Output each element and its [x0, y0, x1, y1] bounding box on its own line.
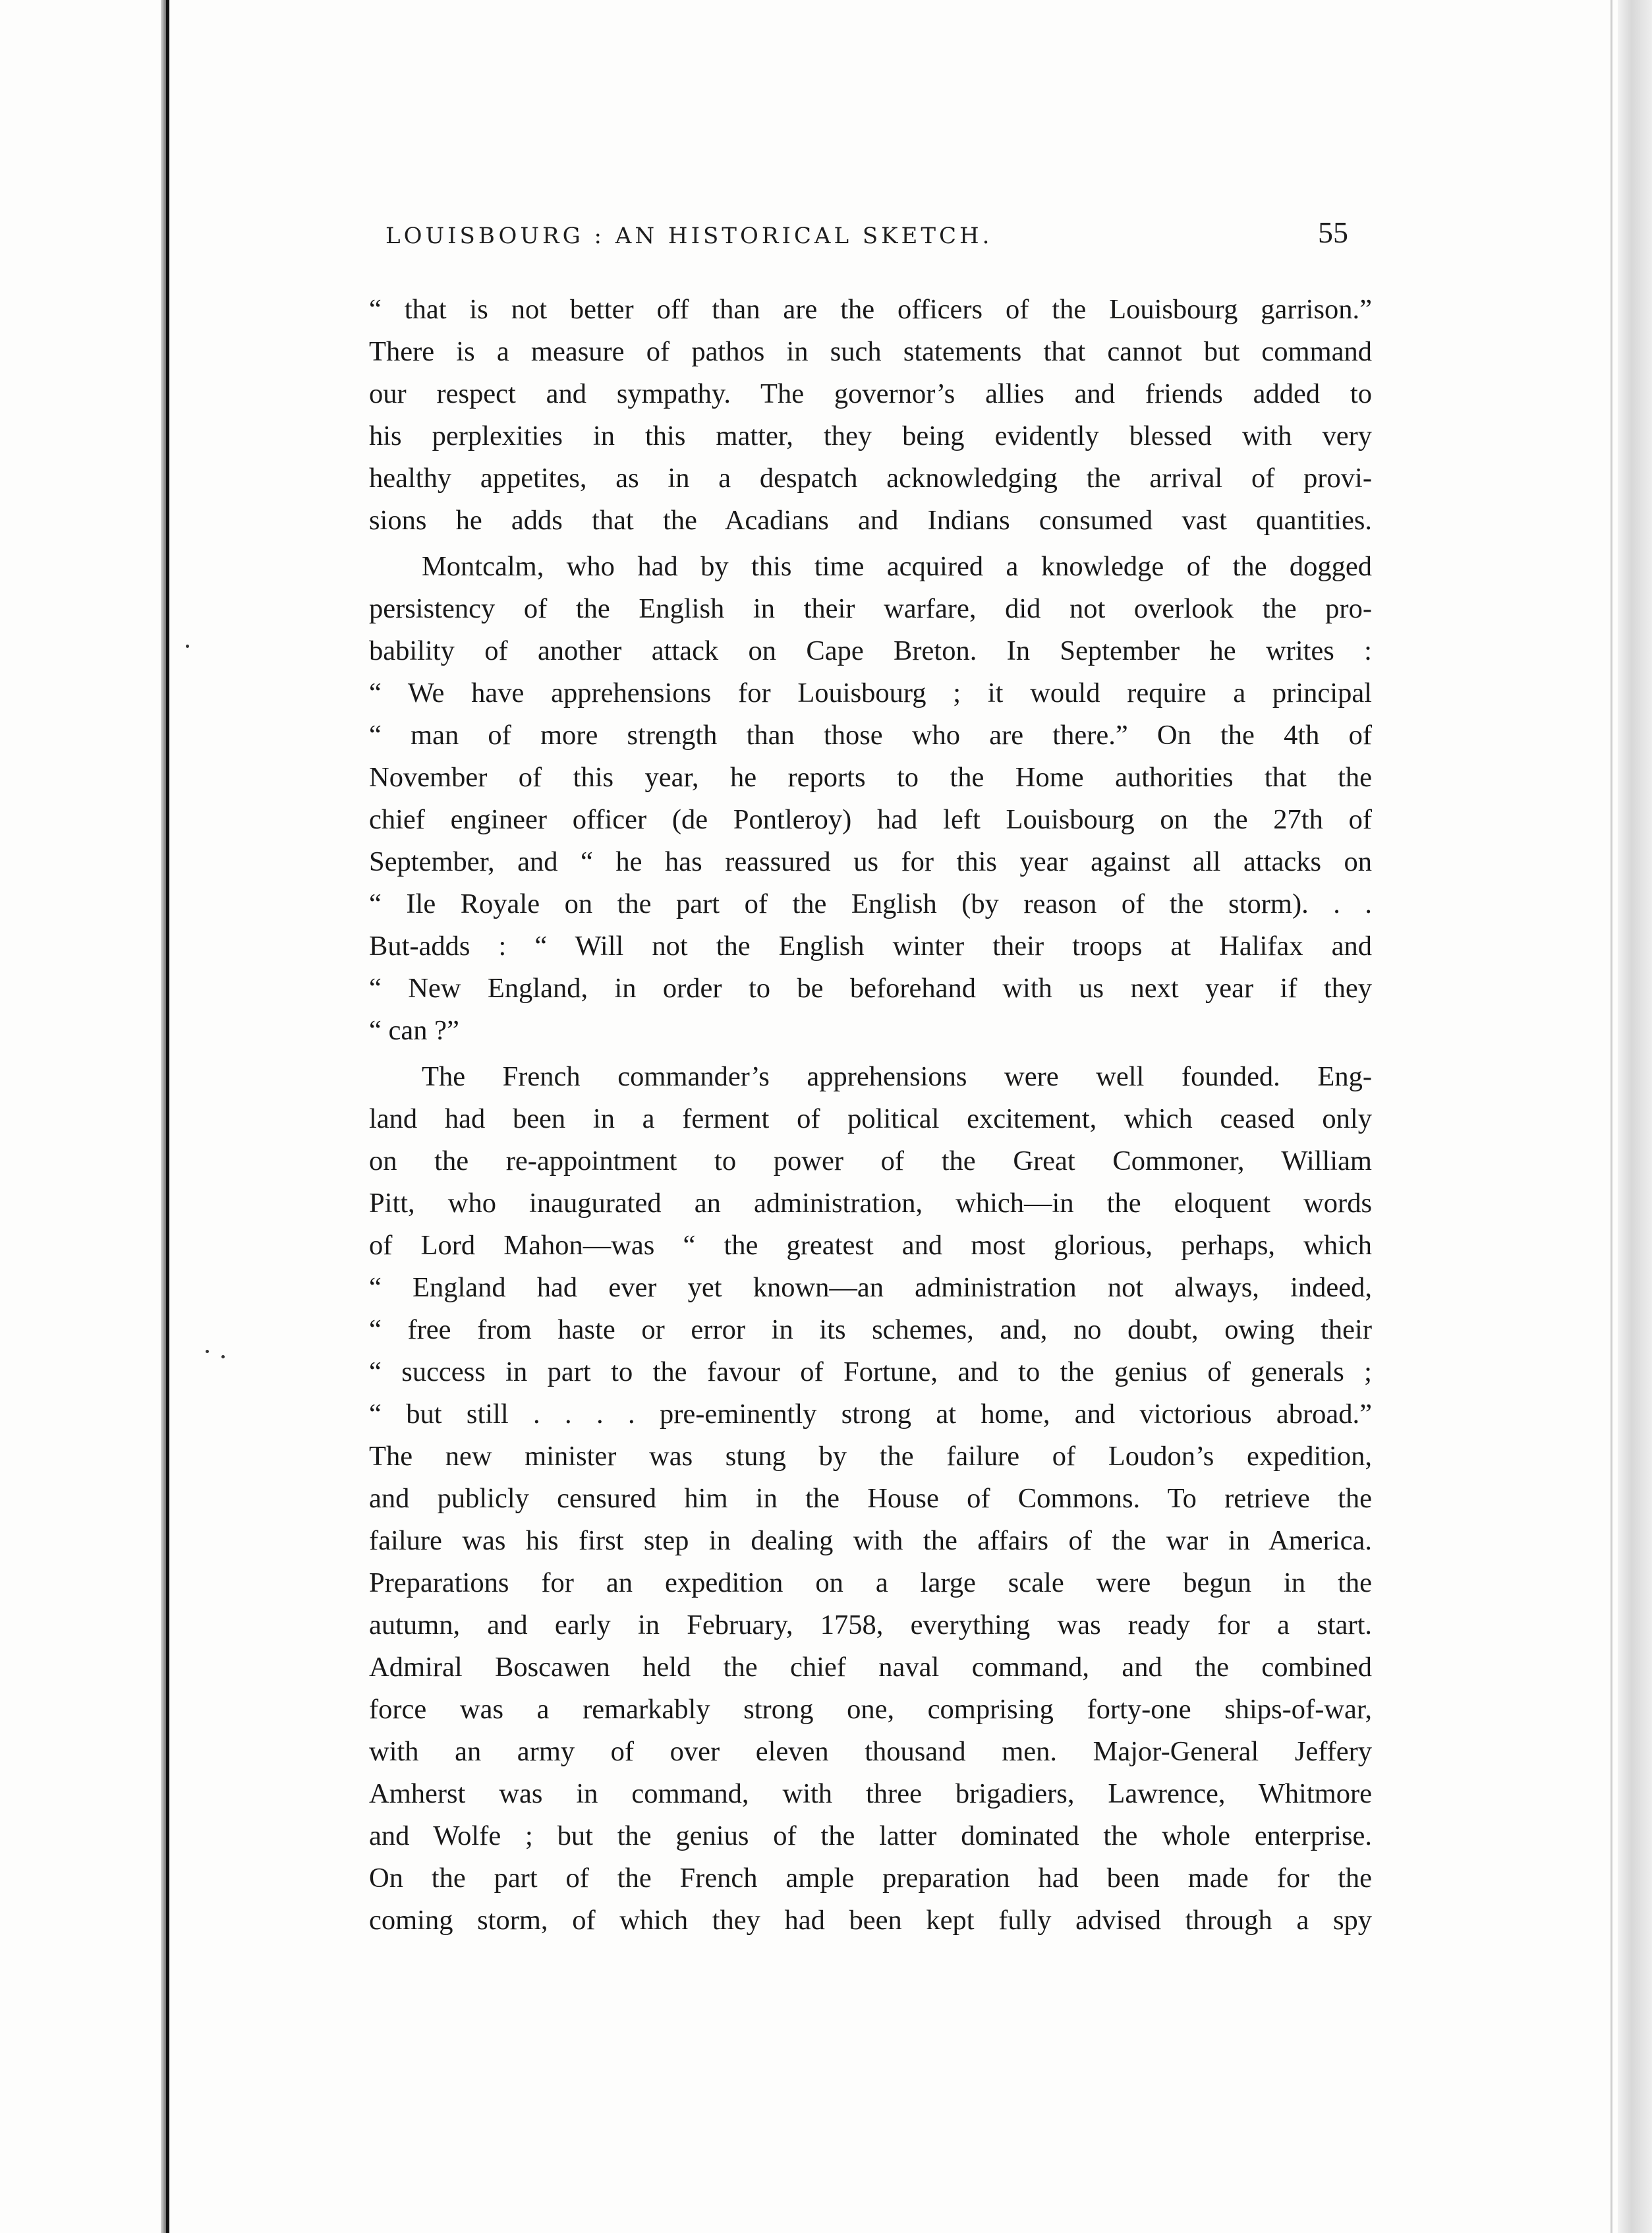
text-line: Pitt, who inaugurated an administration, which—in the eloquent words [369, 1188, 1372, 1219]
text-line: on the re-appointment to power of the Great Commoner, William [369, 1146, 1372, 1176]
margin-speck [186, 645, 189, 648]
text-line: “ Ile Royale on the part of the English (by reason of the storm). . . [369, 888, 1372, 919]
text-line: persistency of the English in their warfare, did not overlook the pro- [369, 593, 1372, 624]
text-line: force was a remarkably strong one, comprising forty-one ships-of-war, [369, 1694, 1372, 1725]
binding-shadow [161, 0, 166, 2233]
text-line: November of this year, he reports to the Home authorities that the [369, 762, 1372, 793]
text-line: There is a measure of pathos in such statements that cannot but command [369, 336, 1372, 367]
text-line: “ success in part to the favour of Fortune, and to the genius of generals ; [369, 1356, 1372, 1387]
text-line: September, and “ he has reassured us for this year against all attacks on [369, 846, 1372, 877]
paragraph-2 [369, 546, 1372, 1052]
text-line: On the part of the French ample preparation had been made for the [369, 1863, 1372, 1894]
page-edge-shade [1618, 0, 1652, 2233]
text-line: “ England had ever yet known—an administration not always, indeed, [369, 1272, 1372, 1303]
text-line: “ man of more strength than those who are there.” On the 4th of [369, 720, 1372, 751]
page-number: 55 [1318, 216, 1348, 249]
page-edge-line [1610, 0, 1612, 2233]
paragraph-3 [369, 1056, 1372, 1942]
text-line: “ can ?” [369, 1015, 459, 1046]
text-line: The French commander’s apprehensions were well founded. Eng- [422, 1061, 1372, 1092]
text-line: healthy appetites, as in a despatch acknowledging the arrival of provi- [369, 463, 1372, 494]
text-line: of Lord Mahon—was “ the greatest and most glorious, perhaps, which [369, 1230, 1372, 1261]
text-line: and publicly censured him in the House of Commons. To retrieve the [369, 1483, 1372, 1514]
text-line: coming storm, of which they had been kept fully advised through a spy [369, 1905, 1372, 1936]
text-line: autumn, and early in February, 1758, everything was ready for a start. [369, 1610, 1372, 1640]
text-line: But-adds : “ Will not the English winter their troops at Halifax and [369, 931, 1372, 962]
text-line: failure was his first step in dealing with the affairs of the war in America. [369, 1525, 1372, 1556]
text-line: The new minister was stung by the failure of Loudon’s expedition, [369, 1441, 1372, 1472]
text-line: Preparations for an expedition on a large scale were begun in the [369, 1567, 1372, 1598]
margin-speck [206, 1350, 209, 1353]
text-line: “ We have apprehensions for Louisbourg ; it would require a principal [369, 678, 1372, 709]
margin-speck [221, 1355, 225, 1358]
running-title: LOUISBOURG : AN HISTORICAL SKETCH. [385, 223, 993, 249]
body-text [369, 289, 1372, 1946]
text-line: Amherst was in command, with three brigadiers, Lawrence, Whitmore [369, 1778, 1372, 1809]
text-line: “ New England, in order to be beforehand with us next year if they [369, 973, 1372, 1004]
text-line: land had been in a ferment of political excitement, which ceased only [369, 1103, 1372, 1134]
text-line: “ but still . . . . pre-eminently strong at home, and victorious abroad.” [369, 1399, 1372, 1430]
paragraph-1 [369, 289, 1372, 542]
text-line: Admiral Boscawen held the chief naval command, and the combined [369, 1652, 1372, 1683]
text-line: bability of another attack on Cape Breton. In September he writes : [369, 635, 1372, 666]
text-line: and Wolfe ; but the genius of the latter dominated the whole enterprise. [369, 1820, 1372, 1851]
text-line: “ that is not better off than are the officers of the Louisbourg garrison.” [369, 294, 1372, 325]
binding-edge [166, 0, 169, 2233]
text-line: sions he adds that the Acadians and Indians consumed vast quantities. [369, 505, 1372, 536]
text-line: our respect and sympathy. The governor’s allies and friends added to [369, 378, 1372, 409]
text-line: chief engineer officer (de Pontleroy) had left Louisbourg on the 27th of [369, 804, 1372, 835]
text-line: Montcalm, who had by this time acquired a knowledge of the dogged [422, 551, 1372, 582]
text-line: his perplexities in this matter, they being evidently blessed with very [369, 420, 1372, 451]
text-line: “ free from haste or error in its schemes, and, no doubt, owing their [369, 1314, 1372, 1345]
text-line: with an army of over eleven thousand men. Major-General Jeffery [369, 1736, 1372, 1767]
